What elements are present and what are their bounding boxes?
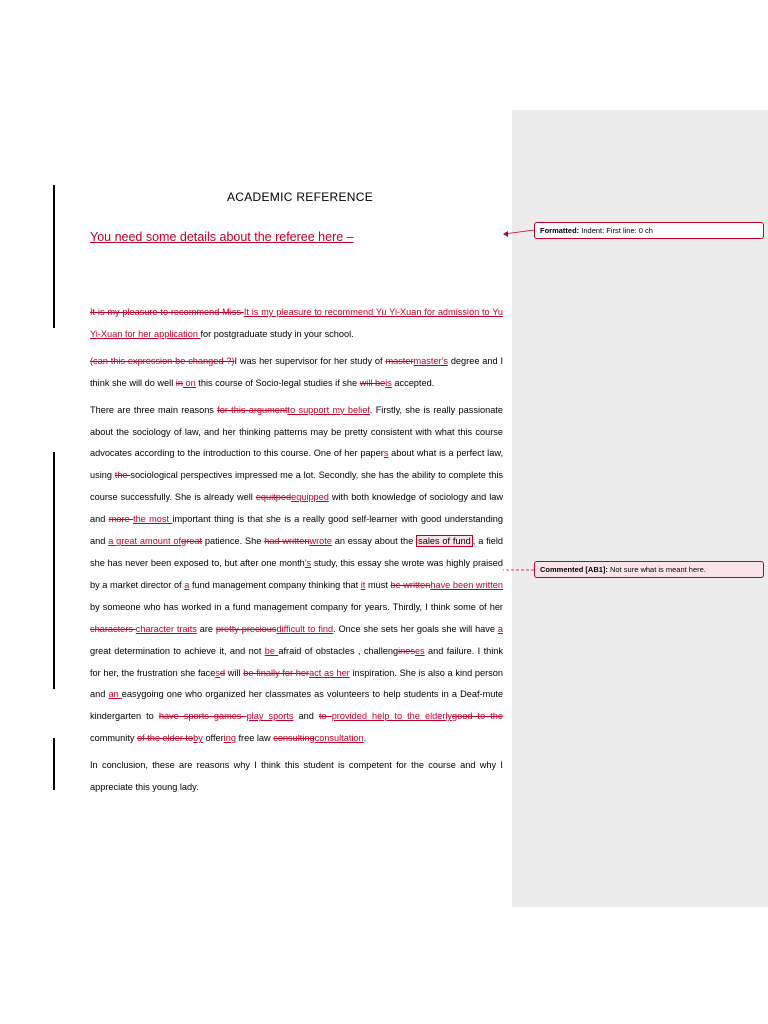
deletion: (can this expression be changed ?) xyxy=(90,355,235,366)
text-run: free law xyxy=(235,733,274,744)
document-body[interactable] xyxy=(90,302,503,804)
comment-balloon[interactable] xyxy=(534,561,764,578)
text-run: are xyxy=(196,623,216,634)
text-run: study, this essay she wrote was highly praised by a market director of xyxy=(90,557,503,590)
paragraph[interactable] xyxy=(90,302,503,346)
insertion: difficult to find xyxy=(276,623,334,634)
text-run: In conclusion, these are reasons why I think this student is competent for the course and why I appreciate this young lady. xyxy=(90,760,503,793)
paragraph[interactable] xyxy=(90,400,503,751)
insertion: a great amount of xyxy=(108,536,182,547)
deletion: be written xyxy=(390,579,431,590)
deletion: will be xyxy=(359,377,386,388)
text-run: offer xyxy=(202,733,224,744)
insertion: equipped xyxy=(291,492,329,503)
paragraph[interactable] xyxy=(90,755,503,799)
formatted-label: Formatted: xyxy=(540,226,580,235)
text-run: with both knowledge of sociology and law and xyxy=(90,492,503,525)
insertion: s xyxy=(383,448,389,459)
paragraph[interactable] xyxy=(90,351,503,395)
text-run: I was her supervisor for her study of xyxy=(234,355,386,366)
formatted-text: Indent: First line: 0 ch xyxy=(581,226,653,235)
insertion: character traits xyxy=(135,623,197,634)
deletion: consulting xyxy=(273,733,315,744)
text-run: There are three main reasons xyxy=(90,404,218,415)
insertion: act as her xyxy=(309,667,350,678)
text-run: will xyxy=(225,667,244,678)
deletion: had written xyxy=(264,536,310,547)
deletion: pretty precious xyxy=(215,623,277,634)
insertion: 's xyxy=(304,557,312,568)
insertion: on xyxy=(182,377,196,388)
text-run: accepted. xyxy=(391,377,435,388)
formatted-balloon[interactable] xyxy=(534,222,764,239)
text-run: . xyxy=(363,733,367,744)
comment-text: Not sure what is meant here. xyxy=(610,565,706,574)
insertion: a xyxy=(497,623,503,634)
insertion: have been written xyxy=(430,579,503,590)
deletion: for this argument xyxy=(217,404,288,415)
text-run: afraid of obstacles , challeng xyxy=(278,645,399,656)
deletion: characters xyxy=(90,623,136,634)
deletion: of the elder to xyxy=(136,733,194,744)
text-run: by someone who has worked in a fund management company for years. Thirdly, I think some of her xyxy=(90,601,503,612)
comment-anchor: sales of fund xyxy=(418,536,471,547)
deletion: It is my pleasure to recommend Miss xyxy=(90,307,244,317)
document-title: ACADEMIC REFERENCE xyxy=(226,190,374,204)
change-bar xyxy=(53,738,55,790)
insertion: It is my pleasure to recommend Yu Yi-Xuan for admission to Yu Yi-Xuan for her application xyxy=(90,307,503,339)
deletion: in xyxy=(175,377,183,388)
insertion: wrote xyxy=(309,536,332,547)
insertion: to support my belief xyxy=(287,404,370,415)
text-run: must xyxy=(365,579,391,590)
text-run: and failure. I think for her, the frustration she face xyxy=(90,645,503,678)
deletion: to xyxy=(318,711,332,722)
insertion: the most xyxy=(133,514,173,525)
deletion: good to the xyxy=(452,711,504,722)
text-run: inspiration. She is also a kind person and xyxy=(90,667,503,700)
text-run: for postgraduate study in your school. xyxy=(200,328,354,339)
deletion: ines xyxy=(398,645,415,656)
insertion: be xyxy=(264,645,279,656)
referee-note[interactable]: You need some details about the referee here – xyxy=(90,230,354,244)
text-run: . Firstly, she is really passionate about the sociology of law, and her thinking patterns may be pretty consistent with what this course advocates according to the introduction to this course. One of her paper xyxy=(90,404,503,459)
text-run: . Once she sets her goals she will have xyxy=(333,623,498,634)
change-bar xyxy=(53,452,55,689)
text-run: degree and I think she will do well xyxy=(90,355,503,388)
insertion: is xyxy=(385,377,392,388)
deletion: great xyxy=(181,536,203,547)
deletion: have sports games xyxy=(158,711,247,722)
insertion: provided help to the elderly xyxy=(331,711,453,722)
text-run: great determination to achieve it, and not xyxy=(90,645,265,656)
text-run: fund management company thinking that xyxy=(189,579,361,590)
change-bar xyxy=(53,185,55,328)
comment-label: Commented [AB1]: xyxy=(540,565,608,574)
text-run: , a field she has never been exposed to, but after one month xyxy=(90,536,503,568)
text-run: patience. She xyxy=(202,536,265,547)
text-run: community xyxy=(90,733,137,744)
insertion: it xyxy=(360,579,366,590)
insertion: s xyxy=(215,667,220,678)
deletion: more xyxy=(108,514,134,525)
text-run: sociological perspectives impressed me a lot. Secondly, she has the ability to complete this course successfully. She is already well xyxy=(90,470,503,503)
insertion: es xyxy=(414,645,425,656)
text-run: an essay about the xyxy=(331,536,417,547)
text-run: important thing is that she is a really good self-learner with good understanding and xyxy=(90,514,503,547)
insertion: by xyxy=(193,733,203,744)
insertion: consultation xyxy=(314,733,364,744)
deletion: master xyxy=(385,355,414,366)
arrow-icon xyxy=(503,231,508,237)
insertion: a xyxy=(184,579,190,590)
text-run: and xyxy=(293,711,319,722)
deletion: d xyxy=(219,667,226,678)
insertion: an xyxy=(108,689,122,700)
deletion: the xyxy=(114,470,131,481)
deletion: be finally for her xyxy=(243,667,310,678)
deletion: equitped xyxy=(255,492,292,503)
text-run: this course of Socio-legal studies if she xyxy=(195,377,360,388)
text-run: about what is a perfect law, using xyxy=(90,448,503,481)
insertion: master's xyxy=(413,355,448,366)
insertion: ing xyxy=(223,733,236,744)
insertion: play sports xyxy=(246,711,294,722)
text-run: easygoing one who organized her classmates as volunteers to help students in a Deaf-mute kindergarten to xyxy=(90,689,503,722)
